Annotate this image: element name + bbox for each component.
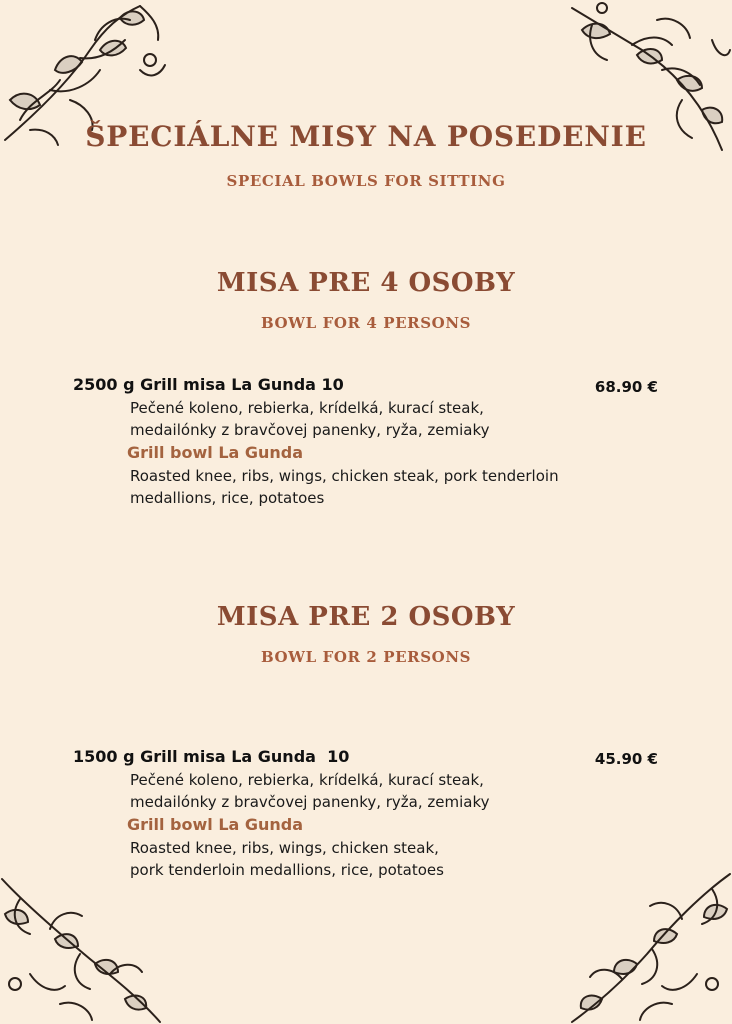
menu-item-price: 68.90 € [594,378,658,396]
page-subtitle: SPECIAL BOWLS FOR SITTING [226,172,506,190]
menu-item-price: 45.90 € [594,750,658,768]
menu-item-description-sk [130,397,673,441]
description-line: Pečené koleno, rebierka, krídelká, kurací steak, [130,399,484,417]
menu-item-description-sk [130,769,673,813]
menu-item-name-en: Grill bowl La Gunda [127,815,304,834]
floral-ornament-icon [562,864,732,1024]
menu-item [73,747,673,881]
description-line: medailónky z bravčovej panenky, ryža, zemiaky [130,793,490,811]
description-line: medailónky z bravčovej panenky, ryža, zemiaky [130,421,490,439]
menu-item [73,375,673,509]
menu-item-name-en: Grill bowl La Gunda [127,443,304,462]
section-subtitle-4-persons: BOWL FOR 4 PERSONS [260,314,472,332]
description-line: pork tenderloin medallions, rice, potatoes [130,861,444,879]
description-line: Roasted knee, ribs, wings, chicken steak, pork tenderloin [130,467,559,485]
page-title: ŠPECIÁLNE MISY NA POSEDENIE [85,120,647,153]
menu-item-name: 1500 g Grill misa La Gunda 10 [73,747,350,766]
floral-ornament-icon [0,864,170,1024]
section-title-4-persons: MISA PRE 4 OSOBY [216,268,516,298]
description-line: medallions, rice, potatoes [130,489,325,507]
description-line: Roasted knee, ribs, wings, chicken steak, [130,839,439,857]
menu-item-header [73,375,673,397]
menu-item-description-en [130,465,673,509]
menu-item-header [73,747,673,769]
menu-item-name: 2500 g Grill misa La Gunda 10 [73,375,344,394]
section-subtitle-2-persons: BOWL FOR 2 PERSONS [260,648,472,666]
section-title-2-persons: MISA PRE 2 OSOBY [216,602,516,632]
menu-item-description-en [130,837,673,881]
description-line: Pečené koleno, rebierka, krídelká, kurací steak, [130,771,484,789]
